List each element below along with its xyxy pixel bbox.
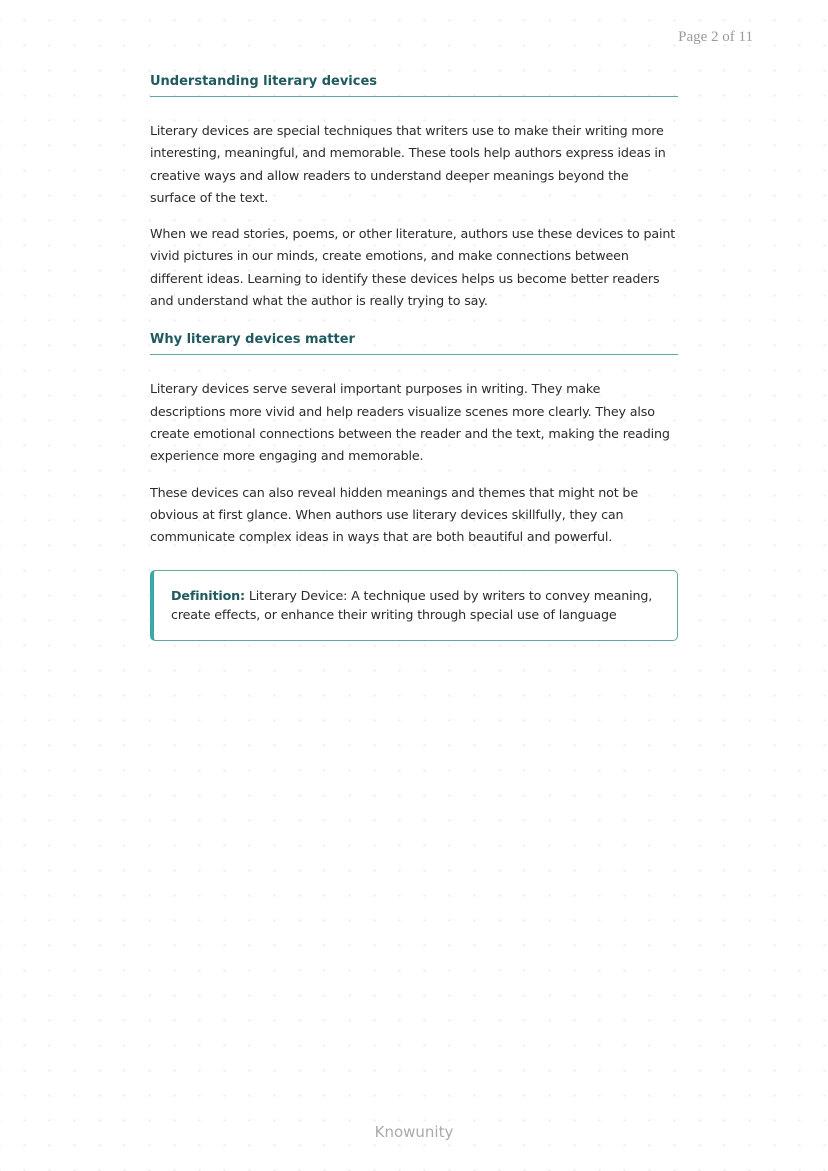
definition-callout (150, 570, 678, 641)
definition-label: Definition: (171, 588, 245, 604)
document-content (150, 74, 678, 641)
page-number: Page 2 of 11 (678, 29, 753, 45)
footer-brand: Knowunity (374, 1123, 454, 1141)
paragraph: Literary devices are special techniques that writers use to make their writing more interesting, meaningful, and memorable. These tools help authors express ideas in creative ways and allow readers to understand deeper meanings beyond the surface of the text. (150, 123, 666, 205)
section-heading-why-matter: Why literary devices matter (150, 332, 678, 355)
definition-text: Literary Device: A technique used by writers to convey meaning, create effects, or enhance their writing through special use of language (171, 588, 653, 622)
section-heading-understanding: Understanding literary devices (150, 74, 678, 97)
paragraph: These devices can also reveal hidden meanings and themes that might not be obvious at first glance. When authors use literary devices skillfully, they can communicate complex ideas in ways that are both beautiful and powerful. (150, 484, 638, 545)
paragraph: Literary devices serve several important purposes in writing. They make descriptions more vivid and help readers visualize scenes more clearly. They also create emotional connections between the reader and the text, making the reading experience more engaging and memorable. (150, 381, 670, 464)
paragraph: When we read stories, poems, or other literature, authors use these devices to paint vivid pictures in our minds, create emotions, and make connections between different ideas. Learning to identify these devices helps us become better readers and understand what the author is really trying to say. (150, 226, 676, 309)
